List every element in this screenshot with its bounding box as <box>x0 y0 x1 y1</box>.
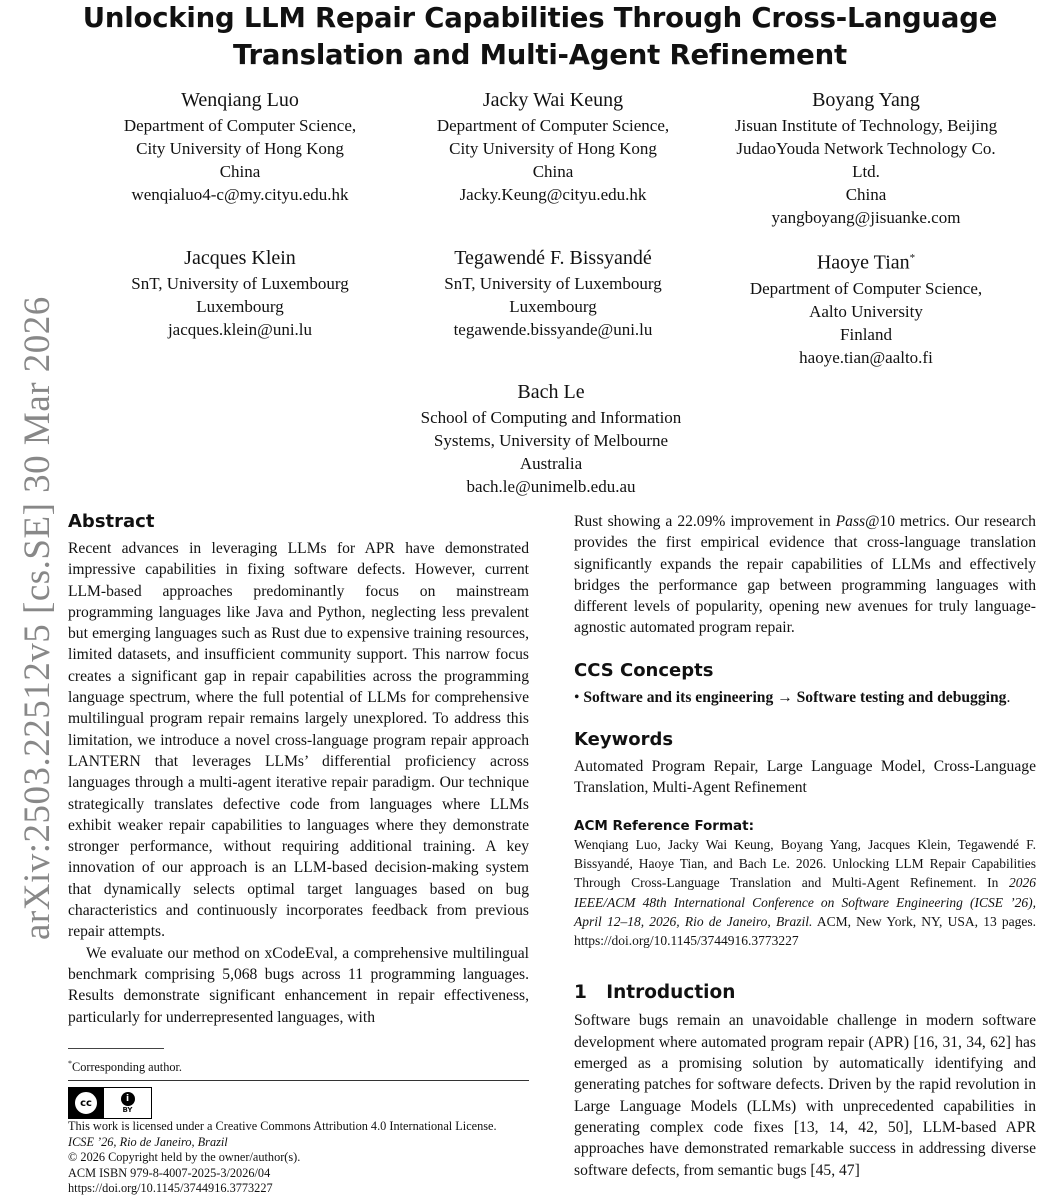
by-label: BY <box>122 1106 133 1114</box>
ccs-bullet: • <box>574 688 580 706</box>
title-line-1: Unlocking LLM Repair Capabilities Through Cross-Language <box>82 2 998 34</box>
conference-info: ICSE ’26, Rio de Janeiro, Brazil <box>68 1134 228 1149</box>
author-country: Luxembourg <box>509 297 597 316</box>
author-block <box>90 86 390 206</box>
author-country: Australia <box>519 454 583 473</box>
abstract-paragraph-2: We evaluate our method on xCodeEval, a comprehensive multilingual benchmark comprising 5,068 bugs across 11 programming languages. Results demonstrate significant enhancement in repair effectiveness, particularly for underrepresented languages, with <box>68 944 529 1026</box>
author-country: China <box>532 162 574 181</box>
intro-heading <box>574 980 1036 1006</box>
acm-reference-heading: ACM Reference Format: <box>574 817 754 834</box>
footnote-rule <box>68 1048 164 1049</box>
right-column <box>574 511 1036 1181</box>
cc-by-license-badge[interactable] <box>68 1087 152 1119</box>
author-name: Wenqiang Luo <box>181 89 299 111</box>
author-affiliation: Jisuan Institute of Technology, Beijing <box>734 116 998 135</box>
isbn: ACM ISBN 979-8-4007-2025-3/2026/04 <box>68 1165 271 1180</box>
author-country: China <box>845 185 887 204</box>
footnote-mark: * <box>68 1059 72 1068</box>
license-rule <box>68 1080 529 1081</box>
author-name: Bach Le <box>517 381 585 403</box>
ccs-heading: CCS Concepts <box>574 659 714 681</box>
abstract-section <box>68 510 529 1028</box>
author-email[interactable]: bach.le@unimelb.edu.au <box>466 477 636 496</box>
ccs-concept-text: Software and its engineering → Software testing and debugging <box>583 688 1007 706</box>
acm-reference-text: Wenqiang Luo, Jacky Wai Keung, Boyang Yang, Jacques Klein, Tegawendé F. Bissyandé, Haoye Tian, and Bach Le. 2026. Unlocking LLM Repair Capabilities Through Cross-Language Translation and Multi-Agent Refinement. In 2026 IEEE/ACM 48th International Conference on Software Engineering (ICSE ’26), April 12–18, 2026, Rio de Janeiro, Brazil. ACM, New York, NY, USA, 13 pages. https://doi.org/10.1145/3744916.3773227 <box>574 836 1037 949</box>
author-name: Jacky Wai Keung <box>482 89 624 111</box>
author-affiliation: Department of Computer Science, <box>436 116 670 135</box>
author-country: Luxembourg <box>196 297 284 316</box>
author-block <box>400 378 702 498</box>
keywords-heading: Keywords <box>574 729 674 751</box>
author-name: Tegawendé F. Bissyandé <box>454 247 652 269</box>
author-affiliation: Aalto University <box>809 301 923 321</box>
abstract-paragraph-1: Recent advances in leveraging LLMs for APR have demonstrated impressive capabilities in fixing software defects. However, current LLM-based approaches predominantly focus on mainstream programming languages like Java and Python, neglecting less prevalent but emerging languages such as Rust due to expensive training resources, limited datasets, and insufficient community support. This narrow focus creates a significant gap in repair capabilities across the programming language spectrum, where the full potential of LLMs for comprehensive multilingual program repair remains largely unexplored. To address this limitation, we introduce a novel cross-language program repair approach LANTERN that leverages LLMs’ differential proficiency across languages through a multi-agent iterative repair paradigm. Our technique strategically translates defective code from languages where LLMs exhibit weaker repair capabilities to languages where they demonstrate stronger performance, without requiring additional training. A key innovation of our approach is an LLM-based decision-making system that dynamically selects optimal target languages based on bug characteristics and continuously incorporates feedback from previous repair attempts. <box>68 540 529 941</box>
author-block <box>90 244 390 341</box>
copyright: © 2026 Copyright held by the owner/author(s). <box>68 1150 301 1165</box>
author-email[interactable]: yangboyang@jisuanke.com <box>771 208 961 227</box>
author-affiliation: SnT, University of Luxembourg <box>131 274 349 293</box>
corresponding-mark: * <box>909 252 916 264</box>
author-country: Finland <box>840 324 892 344</box>
paper-title <box>60 0 1020 74</box>
author-affiliation: City University of Hong Kong <box>136 139 344 158</box>
author-affiliation: Ltd. <box>852 162 880 181</box>
author-affiliation: Department of Computer Science, <box>123 116 357 135</box>
license-statement: This work is licensed under a Creative Commons Attribution 4.0 International License. <box>68 1119 497 1133</box>
author-block <box>403 86 703 206</box>
author-email[interactable]: Jacky.Keung@cityu.edu.hk <box>459 185 647 204</box>
author-block <box>403 244 703 341</box>
author-affiliation: SnT, University of Luxembourg <box>444 274 662 293</box>
author-email[interactable]: jacques.klein@uni.lu <box>167 320 313 339</box>
author-name: Boyang Yang <box>812 89 920 111</box>
author-email[interactable]: wenqialuo4-c@my.cityu.edu.hk <box>131 185 349 204</box>
ccs-concepts: • Software and its engineering → Software testing and debugging. <box>574 688 1011 706</box>
section-title: Introduction <box>606 982 736 1004</box>
author-affiliation: City University of Hong Kong <box>449 139 657 158</box>
footnote <box>68 1055 529 1076</box>
footnote-text: Corresponding author. <box>72 1060 182 1075</box>
author-email[interactable]: tegawende.bissyande@uni.lu <box>453 320 653 339</box>
keywords-text: Automated Program Repair, Large Language Model, Cross-Language Translation, Multi-Agent Refinement <box>574 758 1036 797</box>
cc-logo-icon: cc <box>69 1088 103 1118</box>
author-affiliation: Systems, University of Melbourne <box>433 431 669 450</box>
title-line-2: Translation and Multi-Agent Refinement <box>233 39 847 71</box>
author-name: Jacques Klein <box>184 247 296 269</box>
acm-reference-venue: 2026 IEEE/ACM 48th International Conference on Software Engineering (ICSE ’26), April 12–18, 2026, Rio de Janeiro, Brazil. <box>574 875 1036 929</box>
intro-paragraph: Software bugs remain an unavoidable challenge in modern software development where automated program repair (APR) [16, 31, 34, 62] has emerged as a promising solution by automatically identifying and generating patches for software defects. Driven by the rapid revolution in Large Language Models (LLMs) with unprecedented capabilities in generating complex code fixes [13, 14, 42, 50], LLM-based APR approaches have demonstrated remarkable success in addressing diverse software defects, from semantic bugs [45, 47] <box>574 1012 1036 1179</box>
person-icon: i <box>121 1092 135 1106</box>
author-country: China <box>219 162 261 181</box>
by-attribution-icon <box>103 1088 151 1118</box>
pass-at-k-metric: Pass <box>835 513 866 530</box>
abstract-paragraph-2-continued: Rust showing a 22.09% improvement in Pass@10 metrics. Our research provides the first empirical evidence that cross-language translation significantly expands the repair capabilities of LLMs and effectively bridges the performance gap between programming languages with different levels of popularity, opening new avenues for truly language-agnostic automated program repair. <box>574 513 1036 637</box>
author-block <box>706 86 1026 229</box>
doi-link[interactable]: https://doi.org/10.1145/3744916.3773227 <box>68 1181 273 1196</box>
author-name: Haoye Tian* <box>816 251 916 274</box>
author-block <box>716 244 1016 369</box>
author-affiliation: JudaoYouda Network Technology Co. <box>736 139 996 158</box>
author-email[interactable]: haoye.tian@aalto.fi <box>799 347 933 367</box>
author-affiliation: School of Computing and Information <box>420 408 682 427</box>
license-info <box>68 1119 538 1197</box>
abstract-heading: Abstract <box>68 511 155 532</box>
arxiv-identifier[interactable]: arXiv:2503.22512v5 [cs.SE] 30 Mar 2026 <box>17 296 58 940</box>
author-affiliation: Department of Computer Science, <box>749 278 983 298</box>
section-number: 1 <box>574 982 587 1004</box>
